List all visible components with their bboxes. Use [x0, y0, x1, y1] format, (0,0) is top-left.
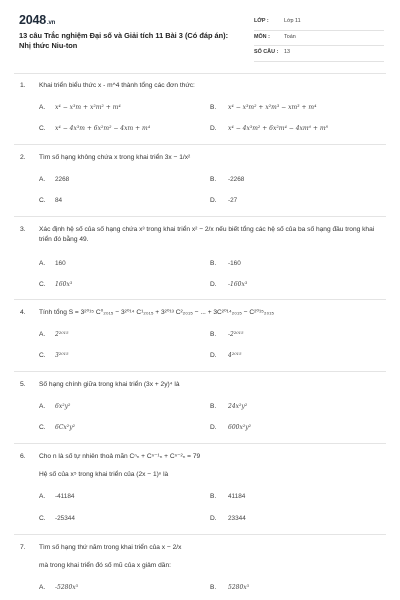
- question-text: Tìm số hạng không chứa x trong khai triển 3x − 1/x²: [39, 154, 191, 161]
- question-number: 2.: [20, 154, 26, 161]
- option-letter[interactable]: B.: [210, 493, 217, 500]
- divider: [14, 371, 386, 372]
- option-text[interactable]: -2268: [228, 176, 245, 183]
- option-letter[interactable]: C.: [39, 125, 46, 132]
- option-text[interactable]: -25344: [55, 515, 75, 522]
- divider: [14, 534, 386, 535]
- option-text[interactable]: x⁴ − x³m + x²m² + m⁴: [55, 104, 121, 111]
- option-text[interactable]: -41184: [55, 493, 75, 500]
- option-letter[interactable]: C.: [39, 197, 46, 204]
- option-text[interactable]: 6x²y²: [55, 403, 71, 410]
- meta-label: SỐ CÂU :: [254, 49, 279, 55]
- option-letter[interactable]: B.: [210, 260, 217, 267]
- question-text: Xác định hệ số của số hạng chứa x³ trong khai triển x² − 2/x nếu biết tổng các hệ số của ba số hạng đầu trong khai triển đó bằng 49.: [39, 226, 375, 243]
- option-text[interactable]: 6Cx²y²: [55, 424, 75, 431]
- question-text: Cho n là số tự nhiên thoả mãn Cⁿₙ + Cⁿ⁻¹ₙ + Cⁿ⁻²ₙ = 79: [39, 453, 201, 460]
- option-letter[interactable]: A.: [39, 104, 46, 111]
- option-letter[interactable]: D.: [210, 281, 217, 288]
- divider: [14, 73, 386, 74]
- question-text: Số hạng chính giữa trong khai triển (3x + 2y)⁴ là: [39, 381, 180, 388]
- question-text: Khai triển biểu thức x - m^4 thành tổng các đơn thức:: [39, 82, 195, 89]
- option-text[interactable]: -5280x³: [55, 584, 79, 591]
- option-letter[interactable]: D.: [210, 424, 217, 431]
- option-text[interactable]: -160: [228, 260, 241, 267]
- option-text[interactable]: -2²⁰¹⁵: [228, 331, 244, 338]
- option-letter[interactable]: D.: [210, 125, 217, 132]
- option-letter[interactable]: B.: [210, 331, 217, 338]
- option-text[interactable]: 2268: [55, 176, 70, 183]
- meta-row-subject: [254, 31, 384, 47]
- option-letter[interactable]: A.: [39, 584, 46, 591]
- option-text[interactable]: 2²⁰¹⁵: [55, 331, 69, 338]
- option-letter[interactable]: C.: [39, 515, 46, 522]
- option-letter[interactable]: A.: [39, 260, 46, 267]
- option-letter[interactable]: A.: [39, 176, 46, 183]
- question-subtext: mà trong khai triển đó số mũ của x giảm dần:: [39, 562, 171, 569]
- question-number: 1.: [20, 82, 26, 89]
- question-text: Tính tổng S = 3²⁰¹⁵ C⁰₂₀₁₅ − 3²⁰¹⁴ C¹₂₀₁₅ + 3²⁰¹³ C²₂₀₁₅ − ... + 3C²⁰¹⁴₂₀₁₅ − C²⁰¹⁵₂₀₁₅: [39, 309, 275, 316]
- option-text[interactable]: 41184: [228, 493, 246, 500]
- option-text[interactable]: 5280x³: [228, 584, 250, 591]
- option-letter[interactable]: B.: [210, 403, 217, 410]
- divider: [14, 299, 386, 300]
- divider: [14, 144, 386, 145]
- option-letter[interactable]: A.: [39, 493, 46, 500]
- option-text[interactable]: 160: [55, 260, 66, 267]
- option-text[interactable]: 3²⁰¹⁵: [55, 352, 69, 359]
- option-text[interactable]: -160x³: [228, 281, 248, 288]
- option-letter[interactable]: B.: [210, 104, 217, 111]
- meta-value: Toán: [284, 33, 296, 40]
- option-text[interactable]: 160x³: [55, 281, 73, 288]
- meta-label: MÔN :: [254, 33, 270, 40]
- option-text[interactable]: 84: [55, 197, 63, 204]
- option-letter[interactable]: B.: [210, 584, 217, 591]
- question-text: Tìm số hạng thứ năm trong khai triển của x − 2/x: [39, 544, 182, 551]
- meta-row-count: [254, 46, 384, 62]
- question-number: 5.: [20, 381, 26, 388]
- option-text[interactable]: 23344: [228, 515, 246, 522]
- meta-info-panel: [254, 15, 384, 62]
- meta-row-class: [254, 15, 384, 31]
- option-text[interactable]: 600x²y²: [228, 424, 252, 431]
- document-title: 13 câu Trắc nghiệm Đại số và Giải tích 11 Bài 3 (Có đáp án): Nhị thức Niu-ton: [19, 31, 229, 50]
- option-text[interactable]: -27: [228, 197, 238, 204]
- document-header: [0, 0, 400, 62]
- option-letter[interactable]: B.: [210, 176, 217, 183]
- divider: [14, 443, 386, 444]
- site-logo[interactable]: [19, 13, 55, 27]
- question-number: 3.: [20, 226, 26, 233]
- option-text[interactable]: 24x²y²: [228, 403, 248, 410]
- option-text[interactable]: x⁴ − 4x³m + 6x²m² − 4xm + m⁴: [55, 125, 151, 132]
- option-text[interactable]: x⁴ − 4x³m² + 6x²m⁴ − 4xm⁶ + m⁸: [228, 125, 328, 132]
- option-letter[interactable]: A.: [39, 331, 46, 338]
- question-number: 7.: [20, 544, 26, 551]
- option-text[interactable]: x⁴ − x³m² + x²m³ − xm³ + m⁴: [228, 104, 317, 111]
- option-letter[interactable]: D.: [210, 352, 217, 359]
- option-letter[interactable]: C.: [39, 352, 46, 359]
- logo-suffix: .vn: [47, 20, 56, 26]
- meta-value: Lớp 11: [284, 18, 301, 24]
- meta-label: LỚP :: [254, 18, 269, 24]
- question-subtext: Hệ số của x⁵ trong khai triển của (2x − 1)ⁿ là: [39, 471, 169, 478]
- option-text[interactable]: 4²⁰¹⁵: [228, 352, 242, 359]
- option-letter[interactable]: D.: [210, 197, 217, 204]
- logo-text: 2048: [19, 13, 47, 27]
- option-letter[interactable]: A.: [39, 403, 46, 410]
- option-letter[interactable]: D.: [210, 515, 217, 522]
- meta-value: 13: [284, 49, 290, 55]
- divider: [14, 216, 386, 217]
- option-letter[interactable]: C.: [39, 424, 46, 431]
- question-number: 6.: [20, 453, 26, 460]
- question-number: 4.: [20, 309, 26, 316]
- option-letter[interactable]: C.: [39, 281, 46, 288]
